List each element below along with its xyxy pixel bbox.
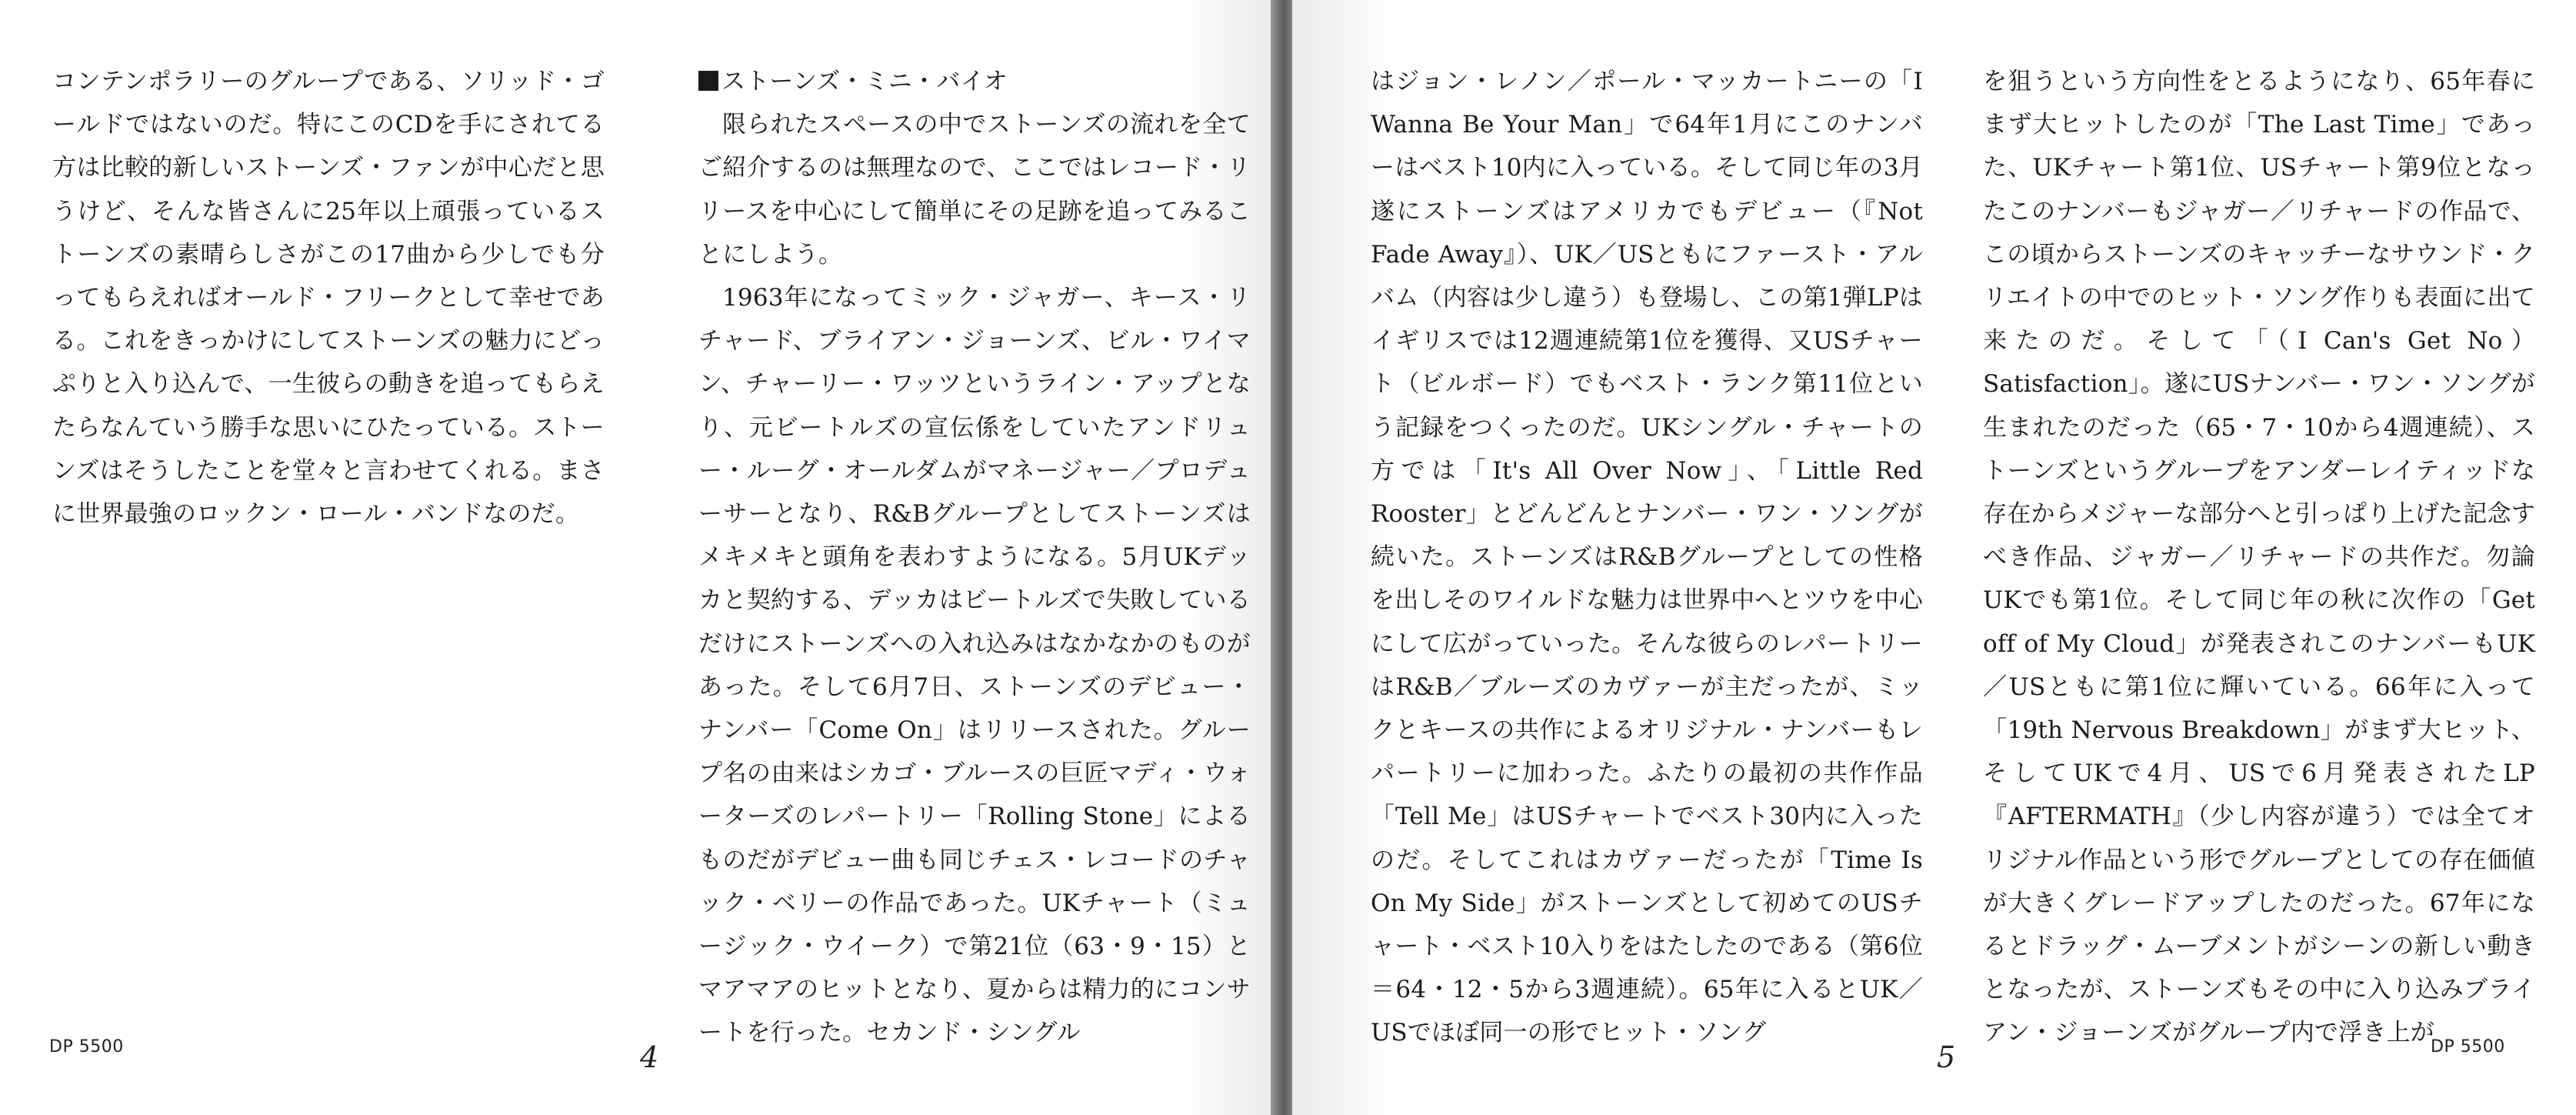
- page-number: 5: [1937, 1040, 1956, 1074]
- right-page-column-1: [1371, 60, 1923, 1055]
- paragraph: はジョン・レノン／ポール・マッカートニーの「I Wanna Be Your Man」で64年1月にこのナンバーはベスト10内に入っている。そして同じ年の3月遂にストーンズはアメリカでもデビュー（『Not Fade Away』）、UK／USともにファースト・アルバム（内容は少し違う）も登場し、この第1弾LPはイギリスでは12週連続第1位を獲得、又USチャート（ビルボード）でもベスト・ランク第11位という記録をつくったのだ。UKシングル・チャートの方では「It's All Over Now」、「Little Red Rooster」とどんどんとナンバー・ワン・ソングが続いた。ストーンズはR&Bグループとしての性格を出しそのワイルドな魅力は世界中へとツウを中心にして広がっていった。そんな彼らのレパートリーはR&B／ブルーズのカヴァーが主だったが、ミックとキースの共作によるオリジナル・ナンバーもレパートリーに加わった。ふたりの最初の共作作品「Tell Me」はUSチャートでベスト30内に入ったのだ。そしてこれはカヴァーだったが「Time Is On My Side」がストーンズとして初めてのUSチャート・ベスト10入りをはたしたのである（第6位＝64・12・5から3週連続）。65年に入るとUK／USでほぼ同一の形でヒット・ソング: [1371, 68, 1923, 1047]
- right-page-column-2: [1983, 60, 2535, 1055]
- section-heading: [698, 60, 1251, 103]
- paragraph: コンテンポラリーのグループである、ソリッド・ゴールドではないのだ。特にこのCDを手にされてる方は比較的新しいストーンズ・ファンが中心だと思うけど、そんな皆さんに25年以上頑張っているストーンズの素晴らしさがこの17曲から少しでも分ってもらえればオールド・フリークとして幸せである。これをきっかけにしてストーンズの魅力にどっぷりと入り込んで、一生彼らの動きを追ってもらえたらなんていう勝手な思いにひたっている。ストーンズはそうしたことを堂々と言わせてくれる。まさに世界最強のロックン・ロール・バンドなのだ。: [52, 68, 605, 529]
- page-number: 4: [640, 1040, 659, 1074]
- left-page-column-1: [52, 60, 605, 536]
- left-page: [0, 0, 1281, 1115]
- catalog-code: DP 5500: [49, 1037, 124, 1057]
- black-square-icon: [698, 71, 718, 91]
- paragraph: 限られたスペースの中でストーンズの流れを全てご紹介するのは無理なので、ここではレコード・リリースを中心にして簡単にその足跡を追ってみることにしよう。: [698, 111, 1251, 269]
- paragraph: 1963年になってミック・ジャガー、キース・リチャード、ブライアン・ジョーンズ、ビル・ワイマン、チャーリー・ワッツというライン・アップとなり、元ビートルズの宣伝係をしていたアンドリュー・ルーグ・オールダムがマネージャー／プロデューサーとなり、R&Bグループとしてストーンズはメキメキと頭角を表わすようになる。5月UKデッカと契約する、デッカはビートルズで失敗しているだけにストーンズへの入れ込みはなかなかのものがあった。そして6月7日、ストーンズのデビュー・ナンバー「Come On」はリリースされた。グループ名の由来はシカゴ・ブルースの巨匠マディ・ウォーターズのレパートリー「Rolling Stone」によるものだがデビュー曲も同じチェス・レコードのチャック・ベリーの作品であった。UKチャート（ミュージック・ウイーク）で第21位（63・9・15）とマアマアのヒットとなり、夏からは精力的にコンサートを行った。セカンド・シングル: [698, 284, 1251, 1047]
- left-page-column-2: [698, 60, 1251, 1055]
- section-heading-text: ストーンズ・ミニ・バイオ: [721, 68, 1008, 95]
- paragraph: を狙うという方向性をとるようになり、65年春にまず大ヒットしたのが「The Last Time」であった、UKチャート第1位、USチャート第9位となったこのナンバーもジャガー／リチャードの作品で、この頃からストーンズのキャッチーなサウンド・クリエイトの中でのヒット・ソング作りも表面に出て来たのだ。そして「（I Can's Get No）Satisfaction」。遂にUSナンバー・ワン・ソングが生まれたのだった（65・7・10から4週連続）、ストーンズというグループをアンダーレイティッドな存在からメジャーな部分へと引っぱり上げた記念すべき作品、ジャガー／リチャードの共作だ。勿論UKでも第1位。そして同じ年の秋に次作の「Get off of My Cloud」が発表されこのナンバーもUK／USともに第1位に輝いている。66年に入って「19th Nervous Breakdown」がまず大ヒット、そしてUKで4月、USで6月発表されたLP『AFTERMATH』（少し内容が違う）では全てオリジナル作品という形でグループとしての存在価値が大きくグレードアップしたのだった。67年になるとドラッグ・ムーブメントがシーンの新しい動きとなったが、ストーンズもその中に入り込みブライアン・ジョーンズがグループ内で浮き上が: [1983, 68, 2535, 1047]
- catalog-code: DP 5500: [2431, 1037, 2505, 1057]
- right-page: [1292, 0, 2576, 1115]
